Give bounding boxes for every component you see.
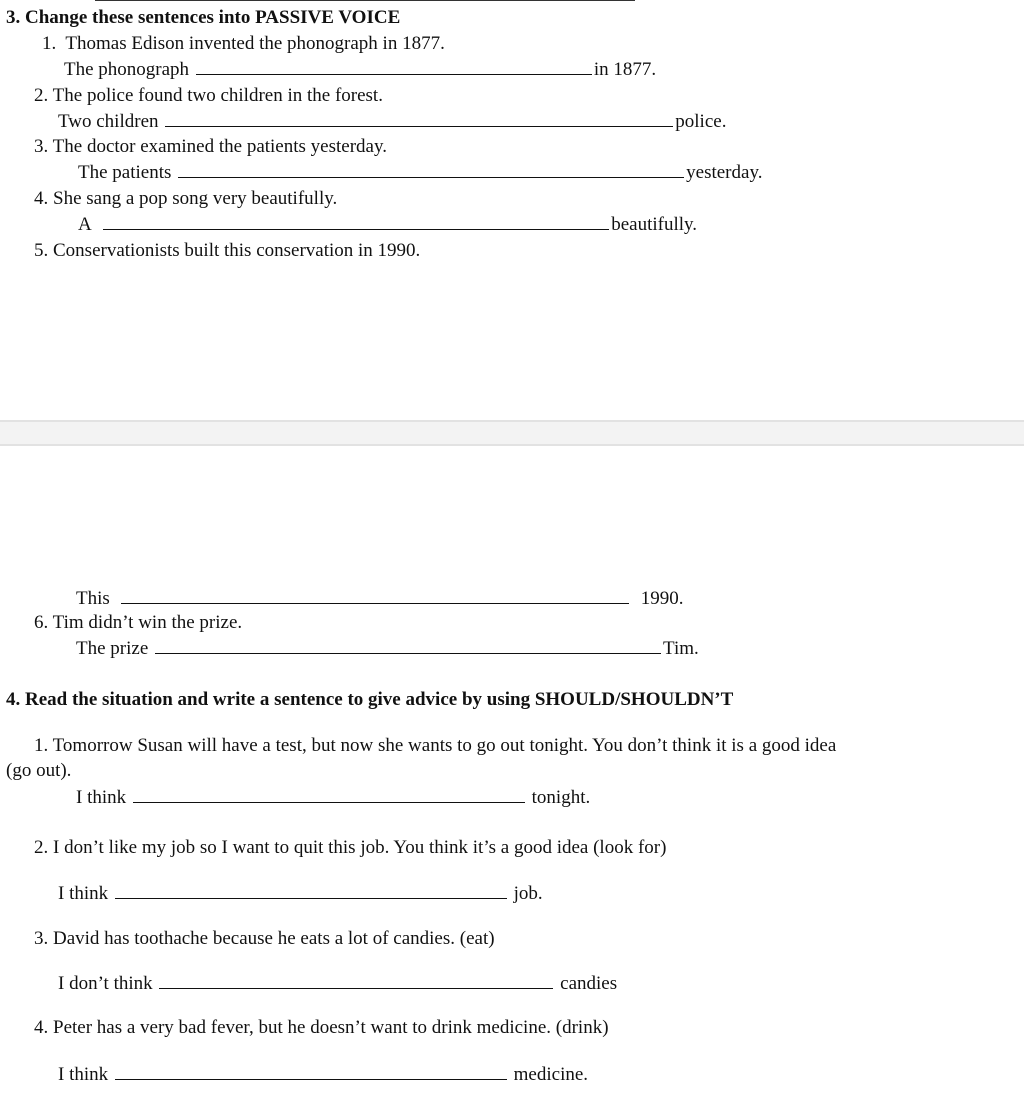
s3-item5-answer-line: [76, 587, 684, 610]
s3-item4-answer-line: [78, 213, 697, 236]
s3-item4-suffix: beautifully.: [611, 214, 698, 235]
section4-heading: 4. Read the situation and write a sentence to give advice by using SHOULD/SHOULDN’T: [6, 689, 734, 710]
s4-item4-situation: 4. Peter has a very bad fever, but he doesn’t want to drink medicine. (drink): [34, 1017, 609, 1038]
s4-item1-blank[interactable]: [133, 786, 525, 803]
s3-item6-sentence: [34, 612, 242, 634]
s3-item1-blank[interactable]: [196, 58, 592, 75]
s4-item3-prefix: I don’t think: [58, 973, 153, 994]
s4-item1-suffix: tonight.: [531, 787, 591, 808]
s4-item4-prefix: I think: [58, 1064, 109, 1085]
s3-item3-text: The doctor examined the patients yesterday.: [52, 136, 387, 157]
s4-item2-suffix: job.: [513, 883, 543, 904]
s3-item6-answer-line: [76, 637, 699, 660]
s3-item4-number: 4.: [34, 188, 49, 209]
s3-item2-blank[interactable]: [165, 110, 673, 127]
s4-item2-blank[interactable]: [115, 882, 507, 899]
s4-item3-answer-line: [58, 972, 617, 995]
s4-item3-blank[interactable]: [159, 972, 553, 989]
s4-item2-answer-line: [58, 882, 543, 905]
s3-item3-number: 3.: [34, 136, 49, 157]
s3-item2-suffix: police.: [675, 111, 727, 132]
s4-item3-suffix: candies: [560, 973, 618, 994]
s3-item5-suffix: 1990.: [640, 588, 684, 609]
s3-item4-prefix: A: [78, 214, 92, 235]
s3-item3-answer-line: [78, 161, 762, 184]
s4-item1-situation: 1. Tomorrow Susan will have a test, but now she wants to go out tonight. You don’t think it is a good idea: [34, 735, 837, 756]
worksheet-page-bottom: [0, 446, 1024, 1099]
s3-item2-number: 2.: [34, 85, 49, 106]
s3-item3-blank[interactable]: [178, 161, 684, 178]
s3-item5-text: Conservationists built this conservation in 1990.: [53, 240, 421, 261]
s3-item2-prefix: Two children: [58, 111, 159, 132]
s3-item6-suffix: Tim.: [663, 638, 699, 659]
s3-item3-sentence: [34, 136, 387, 158]
s3-item1-text: Thomas Edison invented the phonograph in 1877.: [65, 33, 445, 54]
s3-item6-blank[interactable]: [155, 637, 661, 654]
s3-item6-text: Tim didn’t win the prize.: [52, 612, 243, 633]
top-cut-line: [95, 0, 635, 3]
s4-item1-prefix: I think: [76, 787, 127, 808]
page-separator: [0, 420, 1024, 446]
s4-item1-answer-line: [76, 786, 590, 809]
s3-item1-number: 1.: [42, 33, 57, 54]
s3-item5-number: 5.: [34, 240, 49, 261]
s3-item3-prefix: The patients: [78, 162, 172, 183]
s4-item2-situation: 2. I don’t like my job so I want to quit this job. You think it’s a good idea (look for): [34, 837, 667, 858]
s4-item2-prefix: I think: [58, 883, 109, 904]
s3-item2-answer-line: [58, 110, 726, 133]
s4-item4-blank[interactable]: [115, 1063, 507, 1080]
s3-item2-sentence: [34, 85, 383, 107]
worksheet-page-top: [0, 0, 1024, 420]
s4-item4-answer-line: [58, 1063, 588, 1086]
s3-item1-sentence: [42, 33, 445, 55]
s3-item1-answer-line: [64, 58, 656, 81]
s3-item1-suffix: in 1877.: [593, 59, 657, 80]
s3-item4-blank[interactable]: [103, 213, 609, 230]
s3-item6-number: 6.: [34, 612, 49, 633]
s4-item4-suffix: medicine.: [513, 1064, 589, 1085]
s3-item5-prefix: This: [76, 588, 110, 609]
s4-item1-situation-cont: (go out).: [6, 760, 72, 781]
s3-item5-sentence: [34, 240, 420, 262]
s3-item5-blank[interactable]: [121, 587, 629, 604]
s3-item4-text: She sang a pop song very beautifully.: [53, 188, 338, 209]
section3-heading: 3. Change these sentences into PASSIVE VOICE: [6, 7, 401, 28]
s3-item2-text: The police found two children in the forest.: [52, 85, 383, 106]
s3-item1-prefix: The phonograph: [64, 59, 190, 80]
s3-item6-prefix: The prize: [76, 638, 149, 659]
s4-item3-situation: 3. David has toothache because he eats a lot of candies. (eat): [34, 928, 495, 949]
s3-item4-sentence: [34, 188, 337, 210]
s3-item3-suffix: yesterday.: [686, 162, 763, 183]
